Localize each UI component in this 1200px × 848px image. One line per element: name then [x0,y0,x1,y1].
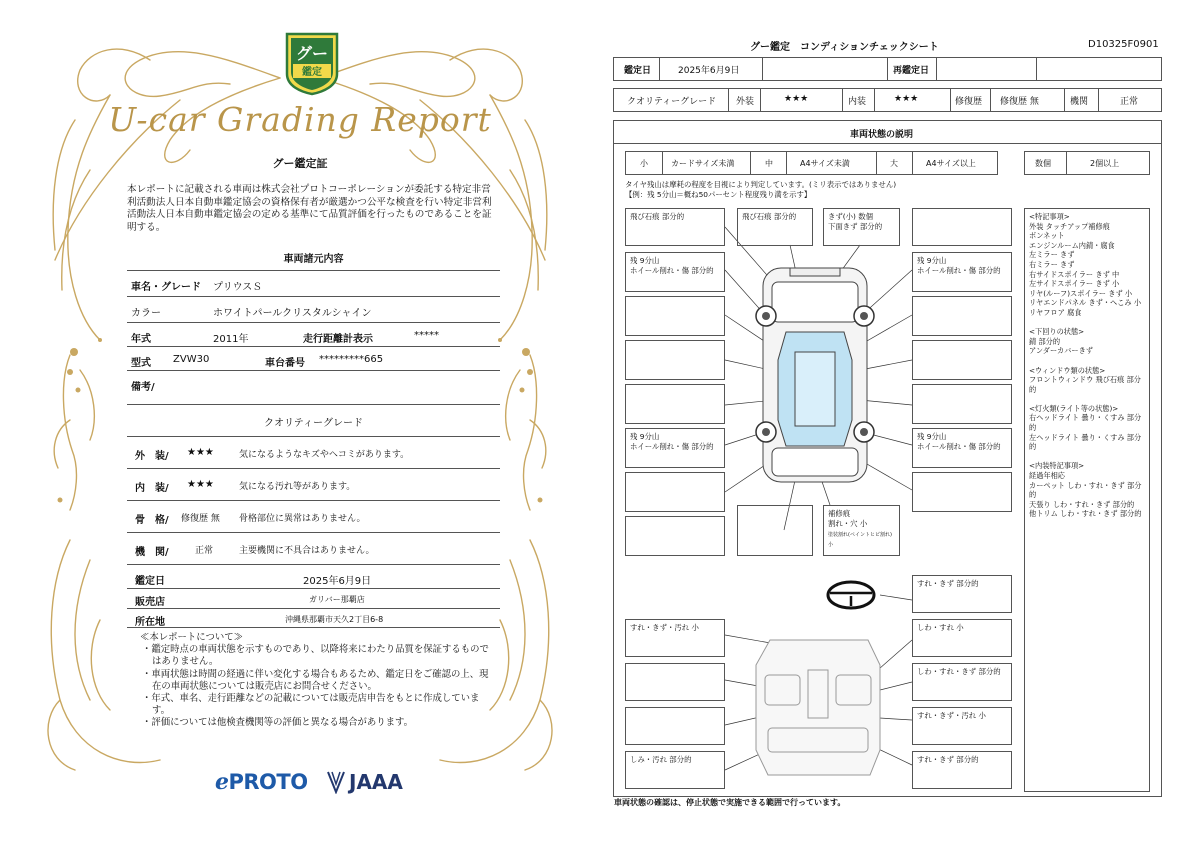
special-note-line: エンジンルーム内錆・腐食 [1029,240,1115,250]
tire-note-front-right: 残 9分山 ホイール削れ・傷 部分的 [912,252,1012,292]
tire-note-rear-right: 残 9分山 ホイール削れ・傷 部分的 [912,428,1012,468]
special-note-line: 右ヘッドライト 曇り・くすみ 部分的 [1029,413,1142,433]
ext-note-empty [625,516,725,556]
sheet-date-label: 鑑定日 [624,66,652,76]
spacer [1029,318,1145,328]
special-note-line: フロントウィンドウ 飛び石痕 部分的 [1029,375,1141,394]
frame-label: 骨 格/ [135,515,169,526]
ext-note-empty [912,340,1012,380]
exterior-label: 外 装/ [135,451,169,462]
dealer-value: ガリバー那覇店 [309,595,365,604]
int-note-console: すれ・きず・汚れ 小 [912,707,1012,745]
int-note-steering: すれ・きず 部分的 [912,575,1012,613]
ext-note-empty [625,384,725,424]
note-item: ・年式、車名、走行距離などの記載については販売店申告をもとに作成しています。 [142,693,480,717]
tire-example: 【例：残 5分山＝概ね50パーセント程度残り満を示す】 [625,190,812,199]
interior-stars: ★★★ [187,479,214,490]
count-value: 2個以上 [1090,159,1120,168]
int-note-seat-right: しわ・すれ・きず 部分的 [912,663,1012,701]
ext-label: 外装 [736,97,755,107]
mileage-label: 走行距離計表示 [303,334,373,345]
ext-note-empty [912,296,1012,336]
chassis-label: 車台番号 [265,358,305,369]
script-report-title: U-car Grading Report [108,100,492,139]
rear-repair-text: 補修痕 割れ・穴 小 [828,509,868,528]
chassis-value: *********665 [319,354,384,365]
sheet-date-value: 2025年6月9日 [678,66,740,76]
repair-label: 修復歴 [955,97,983,107]
size-large-desc: A4サイズ以上 [926,159,976,168]
spacer [1029,394,1145,404]
interior-label: 内 装/ [135,483,169,494]
note-item: ・評価については他検査機関等の評価と異なる場合があります。 [142,717,413,729]
jaaa-logo: JAAA [349,770,403,794]
ext-note-empty [737,505,813,556]
certificate-statement: 本レポートに記載される車両は株式会社プロトコーポレーションが委託する特定非営利活動法人日本自動車鑑定協会の資格保有者が厳選かつ公平な検査を行い特定非営利活動法人日本自動車鑑定協会の定める基準にて品質評価を行ったものであることを証明する。 [127,184,492,233]
special-note-line: 左サイドスポイラー きず 小 [1029,279,1120,289]
frame-comment: 骨格部位に異常はありません。 [239,514,366,524]
redate-label: 再鑑定日 [893,66,930,76]
size-small-desc: カードサイズ未満 [671,159,735,168]
ext-value: ★★★ [784,94,809,104]
special-note-line: リヤ(ルーフ)スポイラー きず 小 [1029,288,1133,298]
date-label: 鑑定日 [135,576,165,587]
address-label: 所在地 [135,617,165,628]
color-label: カラー [131,308,161,319]
special-note-line: アンダーカバーきず [1029,346,1093,356]
year-label: 年式 [131,334,151,345]
certificate-title: グー鑑定証 [272,157,328,170]
size-small: 小 [640,159,648,168]
steering-wheel-icon [828,582,874,608]
special-note-line: 他トリム しわ・すれ・きず 部分的 [1029,509,1142,519]
color-value: ホワイトパールクリスタルシャイン [213,308,372,319]
note-item: ・車両状態は時間の経過に伴い変化する場合もあるため、鑑定日をご確認の上、現在の車両状態については販売店にお問合せください。 [142,668,489,692]
int-value: ★★★ [894,94,919,104]
tire-note-rear-left: 残 9分山 ホイール削れ・傷 部分的 [625,428,725,468]
svg-text:鑑定: 鑑定 [302,67,322,78]
int-note-front-left: すれ・きず・汚れ 小 [625,619,725,657]
size-large: 大 [890,159,898,168]
spec-heading: 車両諸元内容 [283,254,344,265]
exterior-comment: 気になるようなキズやヘコミがあります。 [239,450,410,460]
name-value: プリウスＳ [213,282,263,293]
size-medium: 中 [765,159,773,168]
special-note-line: 錆 部分的 [1029,336,1061,346]
int-note-front-right: しわ・すれ 小 [912,619,1012,657]
ext-note-empty [912,472,1012,512]
int-note-rear-right: すれ・きず 部分的 [912,751,1012,789]
quality-heading: クオリティーグレード [264,418,363,429]
special-note-line: 経過年相応 [1029,471,1065,481]
ext-note-empty [912,208,1012,246]
special-note-line: カーペット しわ・すれ・きず 部分的 [1029,480,1142,500]
sheet-title: グー鑑定 コンディションチェックシート [750,42,939,53]
ext-note-front-right: きず(小) 数個 下面きず 部分的 [823,208,900,246]
int-note-empty [625,663,725,701]
tire-note-front-left: 残 9分山 ホイール削れ・傷 部分的 [625,252,725,292]
sheet-code: D10325F0901 [1088,39,1159,50]
special-note-line: <特記事項> [1029,212,1070,221]
special-note-line: リヤフロア 腐食 [1029,307,1082,317]
dealer-label: 販売店 [135,597,165,608]
spacer [1029,356,1145,366]
special-notes-list [1024,208,1150,792]
status-heading: 車両状態の説明 [850,130,914,140]
ext-note-front-left: 飛び石痕 部分的 [625,208,725,246]
remarks-label: 備考/ [131,382,155,393]
ext-note-rear-repair [823,505,900,556]
special-note-line: 左ヘッドライト 曇り・くすみ 部分的 [1029,432,1142,452]
frame-value: 修復歴 無 [181,514,220,524]
special-note-line: ボンネット [1029,231,1065,241]
spacer [1029,452,1145,462]
ext-note-empty [625,472,725,512]
address-value: 沖縄県那覇市天久2丁目6-8 [285,615,384,624]
note-item: ・鑑定時点の車両状態を示すものであり、以降将来にわたり品質を保証するものではありません。 [142,644,489,668]
rear-repair-detail: 塗装割れ(ペイントヒビ割れ) 小 [828,532,892,548]
grade-label: クオリティーグレード [627,97,717,107]
special-note-line: 天張り しわ・すれ・きず 部分的 [1029,499,1135,509]
int-label: 内装 [848,97,867,107]
engine-value: 正常 [195,546,214,556]
int-note-empty [625,707,725,745]
count-label: 数個 [1035,159,1051,168]
exterior-stars: ★★★ [187,447,214,458]
engine-label: 機関 [1070,97,1089,107]
ext-note-empty [625,340,725,380]
notes-heading: ≪本レポートについて≫ [140,632,243,643]
proto-logo: ℯPROTO [215,770,308,795]
int-note-rear-left: しみ・汚れ 部分的 [625,751,725,789]
engine-comment: 主要機関に不具合はありません。 [239,546,375,556]
model-value: ZVW30 [173,354,210,365]
engine-label: 機 関/ [135,547,169,558]
engine-value: 正常 [1120,97,1139,107]
model-label: 型式 [131,358,151,369]
ext-note-front-center: 飛び石痕 部分的 [737,208,813,246]
repair-value: 修復歴 無 [1000,97,1039,107]
interior-comment: 気になる汚れ等があります。 [239,482,356,492]
special-note-line: <ウィンドウ類の状態> [1029,365,1106,375]
sheet-footer: 車両状態の確認は、停止状態で実施できる範囲で行っています。 [614,798,846,807]
mileage-value: ***** [414,330,439,341]
special-note-line: 右ミラー きず [1029,259,1075,269]
special-note-line: リヤエンドパネル きず・へこみ 小 [1029,298,1142,308]
svg-text:グー: グー [295,44,329,63]
ext-note-empty [912,384,1012,424]
date-value: 2025年6月9日 [303,576,372,587]
special-note-line: 外装 タッチアップ補修痕 [1029,221,1110,231]
special-note-line: 左ミラー きず [1029,250,1075,260]
tire-note: タイヤ残山は摩耗の程度を目視により判定しています。(ミリ表示ではありません) [625,180,897,189]
special-note-line: <灯火類(ライト等の状態)> [1029,403,1119,413]
ext-note-empty [625,296,725,336]
special-note-line: <下回りの状態> [1029,327,1085,337]
special-note-line: <内装特記事項> [1029,461,1085,471]
size-medium-desc: A4サイズ未満 [800,159,850,168]
name-label: 車名・グレード [131,282,201,293]
year-value: 2011年 [213,334,249,345]
special-note-line: 右サイドスポイラー きず 中 [1029,269,1120,279]
